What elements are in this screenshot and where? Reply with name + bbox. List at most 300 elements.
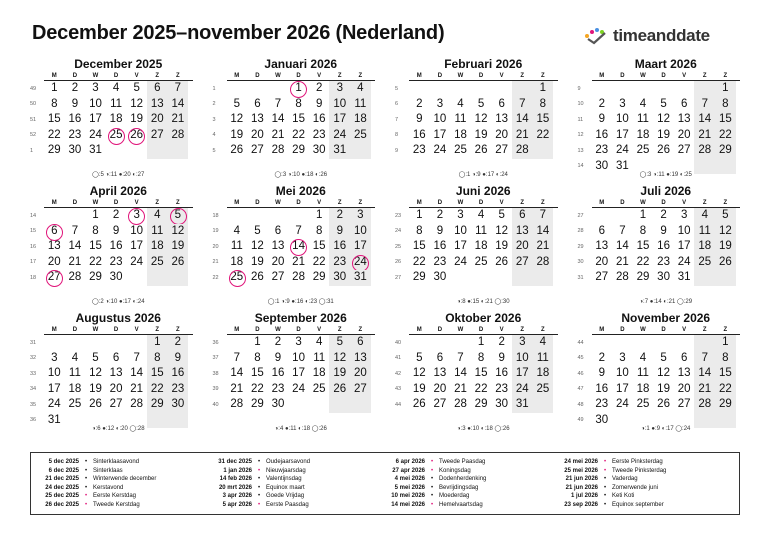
day-cell[interactable]: 5 — [233, 97, 240, 110]
logo[interactable] — [583, 26, 710, 46]
day-cell[interactable]: 23 — [68, 128, 82, 141]
day-cell[interactable]: 3 — [295, 336, 302, 348]
day-cell[interactable]: 5 — [416, 351, 423, 364]
day-cell[interactable]: 18 — [533, 366, 554, 382]
day-cell[interactable]: 4 — [694, 208, 715, 224]
day-cell[interactable]: 16 — [412, 128, 426, 141]
day-cell[interactable]: 13 — [677, 367, 691, 379]
day-cell[interactable]: 9 — [315, 97, 323, 110]
day-cell[interactable]: 22 — [636, 255, 650, 268]
day-cell[interactable]: 9 — [112, 224, 120, 237]
day-cell[interactable]: 8 — [51, 97, 58, 110]
day-cell[interactable]: 6 — [350, 335, 371, 351]
day-cell[interactable]: 20 — [47, 255, 61, 268]
day-cell[interactable]: 1 — [254, 336, 261, 348]
day-cell[interactable]: 2 — [436, 209, 444, 221]
day-cell[interactable]: 18 — [636, 128, 650, 141]
day-cell[interactable]: 18 — [109, 113, 123, 125]
day-cell[interactable]: 24 — [512, 382, 533, 398]
day-cell[interactable]: 23 — [433, 255, 447, 268]
day-cell[interactable]: 8 — [715, 97, 736, 113]
day-cell[interactable]: 18 — [350, 112, 371, 128]
day-cell[interactable]: 14 — [454, 367, 467, 379]
day-cell[interactable]: 17 — [292, 367, 305, 379]
day-cell[interactable]: 6 — [274, 224, 282, 237]
day-cell[interactable]: 9 — [274, 351, 282, 364]
day-cell[interactable]: 7 — [512, 97, 533, 113]
day-cell[interactable]: 27 — [677, 398, 691, 410]
day-cell[interactable]: 14 — [533, 224, 554, 240]
day-cell[interactable]: 16 — [271, 367, 285, 379]
day-cell[interactable]: 8 — [315, 224, 323, 237]
day-cell[interactable]: 7 — [168, 81, 189, 97]
day-cell[interactable]: 30 — [329, 270, 350, 286]
day-cell[interactable]: 8 — [715, 351, 736, 367]
day-cell[interactable]: 11 — [230, 240, 243, 252]
day-cell[interactable]: 11 — [110, 97, 123, 110]
day-cell[interactable]: 17 — [329, 112, 350, 128]
day-cell[interactable]: 3 — [92, 82, 99, 94]
day-cell[interactable]: 14 — [68, 240, 82, 252]
day-cell[interactable]: 27 — [271, 271, 285, 283]
day-cell[interactable]: 8 — [295, 97, 302, 110]
day-cell[interactable]: 19 — [89, 382, 102, 395]
day-cell[interactable]: 2 — [598, 351, 605, 364]
day-cell[interactable]: 24 — [615, 144, 629, 156]
day-cell[interactable]: 27 — [44, 270, 65, 286]
day-cell[interactable]: 10 — [615, 367, 629, 379]
day-cell[interactable]: 16 — [595, 128, 609, 141]
day-cell[interactable]: 12 — [412, 367, 426, 379]
day-cell[interactable]: 29 — [250, 398, 264, 410]
day-cell[interactable]: 17 — [615, 128, 629, 141]
day-cell[interactable]: 29 — [715, 143, 736, 159]
day-cell[interactable]: 10 — [454, 224, 467, 237]
day-cell[interactable]: 13 — [677, 113, 691, 125]
day-cell[interactable]: 7 — [694, 351, 715, 367]
day-cell[interactable]: 23 — [595, 144, 609, 156]
day-cell[interactable]: 2 — [315, 82, 323, 94]
day-cell[interactable]: 7 — [133, 351, 140, 364]
day-cell[interactable]: 17 — [677, 240, 691, 252]
day-cell[interactable]: 11 — [454, 113, 467, 125]
day-cell[interactable]: 27 — [433, 398, 447, 410]
day-cell[interactable]: 6 — [680, 97, 688, 110]
day-cell[interactable]: 9 — [168, 351, 189, 367]
day-cell[interactable]: 5 — [168, 208, 189, 224]
day-cell[interactable]: 28 — [230, 398, 244, 410]
day-cell[interactable]: 28 — [168, 128, 189, 144]
day-cell[interactable]: 15 — [89, 240, 102, 252]
day-cell[interactable]: 2 — [112, 209, 120, 221]
day-cell[interactable]: 16 — [433, 240, 447, 252]
day-cell[interactable]: 20 — [512, 239, 533, 255]
day-cell[interactable]: 16 — [68, 113, 82, 125]
day-cell[interactable]: 20 — [433, 382, 447, 395]
day-cell[interactable]: 15 — [533, 112, 554, 128]
day-cell[interactable]: 24 — [433, 144, 447, 156]
day-cell[interactable]: 3 — [619, 351, 626, 364]
day-cell[interactable]: 29 — [147, 397, 168, 413]
day-cell[interactable]: 7 — [274, 97, 282, 110]
day-cell[interactable]: 10 — [130, 224, 144, 237]
day-cell[interactable]: 6 — [44, 224, 65, 240]
day-cell[interactable]: 17 — [47, 382, 61, 395]
day-cell[interactable]: 28 — [292, 271, 305, 283]
day-cell[interactable]: 15 — [715, 366, 736, 382]
day-cell[interactable]: 28 — [512, 143, 533, 159]
day-cell[interactable]: 1 — [92, 209, 99, 221]
day-cell[interactable]: 6 — [498, 97, 505, 110]
day-cell[interactable]: 25 — [636, 144, 650, 156]
day-cell[interactable]: 17 — [615, 382, 629, 395]
day-cell[interactable]: 17 — [89, 113, 102, 125]
day-cell[interactable]: 5 — [254, 224, 261, 237]
day-cell[interactable]: 21 — [168, 112, 189, 128]
day-cell[interactable]: 6 — [254, 97, 261, 110]
day-cell[interactable]: 11 — [637, 113, 649, 125]
day-cell[interactable]: 26 — [495, 255, 509, 268]
day-cell[interactable]: 4 — [315, 336, 323, 348]
day-cell[interactable]: 30 — [433, 271, 447, 283]
day-cell[interactable]: 22 — [292, 128, 305, 141]
day-cell[interactable]: 4 — [477, 209, 485, 221]
day-cell[interactable]: 25 — [694, 255, 715, 271]
day-cell[interactable]: 20 — [250, 128, 264, 141]
day-cell[interactable]: 3 — [436, 97, 444, 110]
day-cell[interactable]: 23 — [329, 255, 350, 271]
day-cell[interactable]: 17 — [512, 366, 533, 382]
day-cell[interactable]: 30 — [312, 144, 326, 156]
day-cell[interactable]: 9 — [498, 351, 505, 364]
day-cell[interactable]: 17 — [454, 240, 467, 252]
day-cell[interactable]: 12 — [130, 97, 144, 110]
day-cell[interactable]: 16 — [657, 240, 670, 252]
day-cell[interactable]: 20 — [147, 112, 168, 128]
day-cell[interactable]: 1 — [715, 335, 736, 351]
day-cell[interactable]: 11 — [350, 97, 371, 113]
day-cell[interactable]: 22 — [47, 128, 61, 141]
day-cell[interactable]: 2 — [71, 82, 79, 94]
day-cell[interactable]: 30 — [595, 413, 609, 426]
day-cell[interactable]: 13 — [250, 113, 264, 125]
day-cell[interactable]: 20 — [677, 128, 691, 141]
day-cell[interactable]: 13 — [433, 367, 447, 379]
day-cell[interactable]: 20 — [271, 255, 285, 268]
day-cell[interactable]: 27 — [350, 382, 371, 398]
day-cell[interactable]: 1 — [51, 82, 58, 94]
day-cell[interactable]: 11 — [68, 367, 81, 379]
day-cell[interactable]: 10 — [512, 351, 533, 367]
day-cell[interactable]: 14 — [694, 112, 715, 128]
day-cell[interactable]: 30 — [657, 271, 670, 283]
day-cell[interactable]: 25 — [533, 382, 554, 398]
day-cell[interactable]: 3 — [329, 81, 350, 97]
day-cell[interactable]: 14 — [512, 112, 533, 128]
day-cell[interactable]: 13 — [495, 113, 509, 125]
day-cell[interactable]: 21 — [271, 128, 285, 141]
day-cell[interactable]: 5 — [715, 208, 736, 224]
day-cell[interactable]: 4 — [147, 208, 168, 224]
day-cell[interactable]: 19 — [250, 255, 264, 268]
day-cell[interactable]: 6 — [147, 81, 168, 97]
day-cell[interactable]: 8 — [533, 97, 554, 113]
day-cell[interactable]: 23 — [657, 255, 670, 268]
day-cell[interactable]: 27 — [595, 271, 609, 283]
day-cell[interactable]: 26 — [657, 398, 670, 410]
day-cell[interactable]: 20 — [677, 382, 691, 395]
day-cell[interactable]: 18 — [474, 240, 488, 252]
day-cell[interactable]: 21 — [694, 382, 715, 398]
day-cell[interactable]: 5 — [498, 209, 505, 221]
day-cell[interactable]: 19 — [657, 382, 670, 395]
day-cell[interactable]: 23 — [312, 128, 326, 141]
day-cell[interactable]: 31 — [350, 270, 371, 286]
day-cell[interactable]: 15 — [474, 367, 488, 379]
day-cell[interactable]: 22 — [89, 255, 102, 268]
day-cell[interactable]: 12 — [329, 351, 350, 367]
day-cell[interactable]: 21 — [454, 382, 467, 395]
day-cell[interactable]: 24 — [89, 128, 102, 141]
day-cell[interactable]: 25 — [147, 255, 168, 271]
day-cell[interactable]: 15 — [412, 240, 426, 252]
day-cell[interactable]: 5 — [477, 97, 485, 110]
day-cell[interactable]: 15 — [47, 113, 61, 125]
day-cell[interactable]: 11 — [533, 351, 554, 367]
day-cell[interactable]: 13 — [595, 240, 609, 252]
day-cell[interactable]: 1 — [147, 335, 168, 351]
day-cell[interactable]: 21 — [68, 255, 82, 268]
day-cell[interactable]: 10 — [615, 113, 629, 125]
day-cell[interactable]: 16 — [109, 240, 123, 252]
day-cell[interactable]: 24 — [454, 255, 467, 268]
day-cell[interactable]: 13 — [47, 240, 61, 252]
day-cell[interactable]: 31 — [89, 144, 102, 156]
day-cell[interactable]: 13 — [512, 224, 533, 240]
day-cell[interactable]: 9 — [416, 113, 423, 125]
day-cell[interactable]: 17 — [433, 128, 447, 141]
day-cell[interactable]: 20 — [109, 382, 123, 395]
day-cell[interactable]: 15 — [312, 240, 326, 252]
day-cell[interactable]: 25 — [68, 398, 82, 410]
day-cell[interactable]: 21 — [292, 255, 305, 268]
day-cell[interactable]: 1 — [639, 209, 647, 221]
day-cell[interactable]: 24 — [329, 128, 350, 144]
day-cell[interactable]: 12 — [89, 367, 102, 379]
day-cell[interactable]: 16 — [168, 366, 189, 382]
day-cell[interactable]: 10 — [677, 224, 691, 237]
day-cell[interactable]: 4 — [639, 97, 647, 110]
day-cell[interactable]: 25 — [227, 270, 248, 286]
day-cell[interactable]: 14 — [615, 240, 629, 252]
day-cell[interactable]: 29 — [715, 397, 736, 413]
day-cell[interactable]: 23 — [495, 382, 509, 395]
day-cell[interactable]: 1 — [715, 81, 736, 97]
day-cell[interactable]: 2 — [498, 336, 505, 348]
day-cell[interactable]: 9 — [598, 113, 605, 125]
day-cell[interactable]: 26 — [715, 255, 736, 271]
day-cell[interactable]: 12 — [230, 113, 244, 125]
day-cell[interactable]: 15 — [250, 367, 264, 379]
day-cell[interactable]: 29 — [636, 271, 650, 283]
day-cell[interactable]: 28 — [694, 397, 715, 413]
day-cell[interactable]: 2 — [660, 209, 667, 221]
day-cell[interactable]: 13 — [109, 367, 123, 379]
day-cell[interactable]: 7 — [694, 97, 715, 113]
day-cell[interactable]: 2 — [274, 336, 282, 348]
day-cell[interactable]: 28 — [454, 398, 467, 410]
day-cell[interactable]: 23 — [168, 382, 189, 398]
day-cell[interactable]: 20 — [350, 366, 371, 382]
day-cell[interactable]: 24 — [292, 382, 305, 395]
day-cell[interactable]: 1 — [477, 336, 485, 348]
day-cell[interactable]: 20 — [495, 128, 509, 141]
day-cell[interactable]: 6 — [436, 351, 444, 364]
day-cell[interactable]: 4 — [71, 351, 79, 364]
day-cell[interactable]: 8 — [92, 224, 99, 237]
day-cell[interactable]: 21 — [533, 239, 554, 255]
day-cell[interactable]: 31 — [512, 397, 533, 413]
day-cell[interactable]: 5 — [329, 335, 350, 351]
day-cell[interactable]: 16 — [329, 239, 350, 255]
day-cell[interactable]: 12 — [657, 367, 670, 379]
day-cell[interactable]: 27 — [677, 144, 691, 156]
day-cell[interactable]: 4 — [639, 351, 647, 364]
day-cell[interactable]: 16 — [495, 367, 509, 379]
day-cell[interactable]: 21 — [694, 128, 715, 144]
day-cell[interactable]: 24 — [677, 255, 691, 268]
day-cell[interactable]: 3 — [619, 97, 626, 110]
day-cell[interactable]: 25 — [636, 398, 650, 410]
day-cell[interactable]: 14 — [130, 367, 144, 379]
day-cell[interactable]: 2 — [329, 208, 350, 224]
day-cell[interactable]: 25 — [474, 255, 488, 268]
day-cell[interactable]: 5 — [133, 82, 140, 94]
day-cell[interactable]: 18 — [230, 255, 244, 268]
day-cell[interactable]: 24 — [47, 398, 61, 410]
day-cell[interactable]: 10 — [292, 351, 305, 364]
day-cell[interactable]: 11 — [637, 367, 649, 379]
day-cell[interactable]: 12 — [657, 113, 670, 125]
day-cell[interactable]: 28 — [533, 255, 554, 271]
day-cell[interactable]: 9 — [329, 224, 350, 240]
day-cell[interactable]: 27 — [250, 144, 264, 156]
day-cell[interactable]: 25 — [350, 128, 371, 144]
day-cell[interactable]: 26 — [89, 398, 102, 410]
day-cell[interactable]: 5 — [660, 351, 667, 364]
day-cell[interactable]: 17 — [130, 240, 144, 252]
day-cell[interactable]: 10 — [329, 97, 350, 113]
day-cell[interactable]: 4 — [350, 81, 371, 97]
day-cell[interactable]: 19 — [329, 366, 350, 382]
day-cell[interactable]: 10 — [89, 97, 102, 110]
day-cell[interactable]: 3 — [680, 209, 688, 221]
day-cell[interactable]: 1 — [416, 209, 423, 221]
day-cell[interactable]: 7 — [457, 351, 464, 364]
day-cell[interactable]: 23 — [109, 255, 123, 268]
day-cell[interactable]: 28 — [130, 398, 144, 410]
day-cell[interactable]: 1 — [315, 209, 323, 221]
day-cell[interactable]: 8 — [254, 351, 261, 364]
day-cell[interactable]: 12 — [474, 113, 488, 125]
day-cell[interactable]: 3 — [350, 208, 371, 224]
day-cell[interactable]: 26 — [250, 271, 264, 283]
day-cell[interactable]: 30 — [168, 397, 189, 413]
day-cell[interactable]: 29 — [474, 398, 488, 410]
day-cell[interactable]: 11 — [313, 351, 326, 364]
day-cell[interactable]: 24 — [350, 255, 371, 271]
day-cell[interactable]: 30 — [595, 159, 609, 172]
day-cell[interactable]: 10 — [47, 367, 61, 379]
day-cell[interactable]: 7 — [71, 224, 79, 237]
day-cell[interactable]: 19 — [412, 382, 426, 395]
day-cell[interactable]: 14 — [694, 366, 715, 382]
day-cell[interactable]: 3 — [51, 351, 58, 364]
day-cell[interactable]: 8 — [147, 351, 168, 367]
day-cell[interactable]: 4 — [457, 97, 464, 110]
day-cell[interactable]: 12 — [495, 224, 509, 237]
day-cell[interactable]: 23 — [595, 398, 609, 410]
day-cell[interactable]: 15 — [292, 113, 305, 125]
day-cell[interactable]: 22 — [250, 382, 264, 395]
day-cell[interactable]: 22 — [412, 255, 426, 268]
day-cell[interactable]: 16 — [312, 113, 326, 125]
day-cell[interactable]: 5 — [660, 97, 667, 110]
day-cell[interactable]: 4 — [233, 224, 240, 237]
day-cell[interactable]: 18 — [68, 382, 82, 395]
day-cell[interactable]: 30 — [68, 144, 82, 156]
day-cell[interactable]: 8 — [477, 351, 485, 364]
day-cell[interactable]: 23 — [271, 382, 285, 395]
day-cell[interactable]: 27 — [147, 128, 168, 144]
day-cell[interactable]: 2 — [416, 97, 423, 110]
day-cell[interactable]: 22 — [312, 255, 326, 268]
day-cell[interactable]: 30 — [271, 398, 285, 410]
day-cell[interactable]: 3 — [457, 209, 464, 221]
day-cell[interactable]: 9 — [71, 97, 79, 110]
day-cell[interactable]: 31 — [677, 271, 691, 283]
day-cell[interactable]: 28 — [615, 271, 629, 283]
day-cell[interactable]: 19 — [130, 113, 144, 125]
day-cell[interactable]: 19 — [657, 128, 670, 141]
day-cell[interactable]: 26 — [412, 398, 426, 410]
day-cell[interactable]: 8 — [416, 224, 423, 237]
day-cell[interactable]: 12 — [168, 224, 189, 240]
day-cell[interactable]: 20 — [595, 255, 609, 268]
day-cell[interactable]: 9 — [660, 224, 667, 237]
day-cell[interactable]: 10 — [350, 224, 371, 240]
day-cell[interactable]: 26 — [230, 144, 244, 156]
day-cell[interactable]: 2 — [168, 335, 189, 351]
day-cell[interactable]: 17 — [350, 239, 371, 255]
day-cell[interactable]: 21 — [512, 128, 533, 144]
day-cell[interactable]: 7 — [295, 224, 302, 237]
day-cell[interactable]: 27 — [512, 255, 533, 271]
day-cell[interactable]: 4 — [533, 335, 554, 351]
day-cell[interactable]: 21 — [130, 382, 144, 395]
day-cell[interactable]: 1 — [288, 81, 309, 97]
day-cell[interactable]: 22 — [147, 382, 168, 398]
day-cell[interactable]: 6 — [680, 351, 688, 364]
day-cell[interactable]: 24 — [615, 398, 629, 410]
day-cell[interactable]: 11 — [694, 224, 715, 240]
day-cell[interactable]: 19 — [168, 239, 189, 255]
day-cell[interactable]: 21 — [615, 255, 629, 268]
day-cell[interactable]: 18 — [312, 367, 326, 379]
day-cell[interactable]: 9 — [598, 367, 605, 379]
day-cell[interactable]: 22 — [715, 382, 736, 398]
day-cell[interactable]: 22 — [474, 382, 488, 395]
